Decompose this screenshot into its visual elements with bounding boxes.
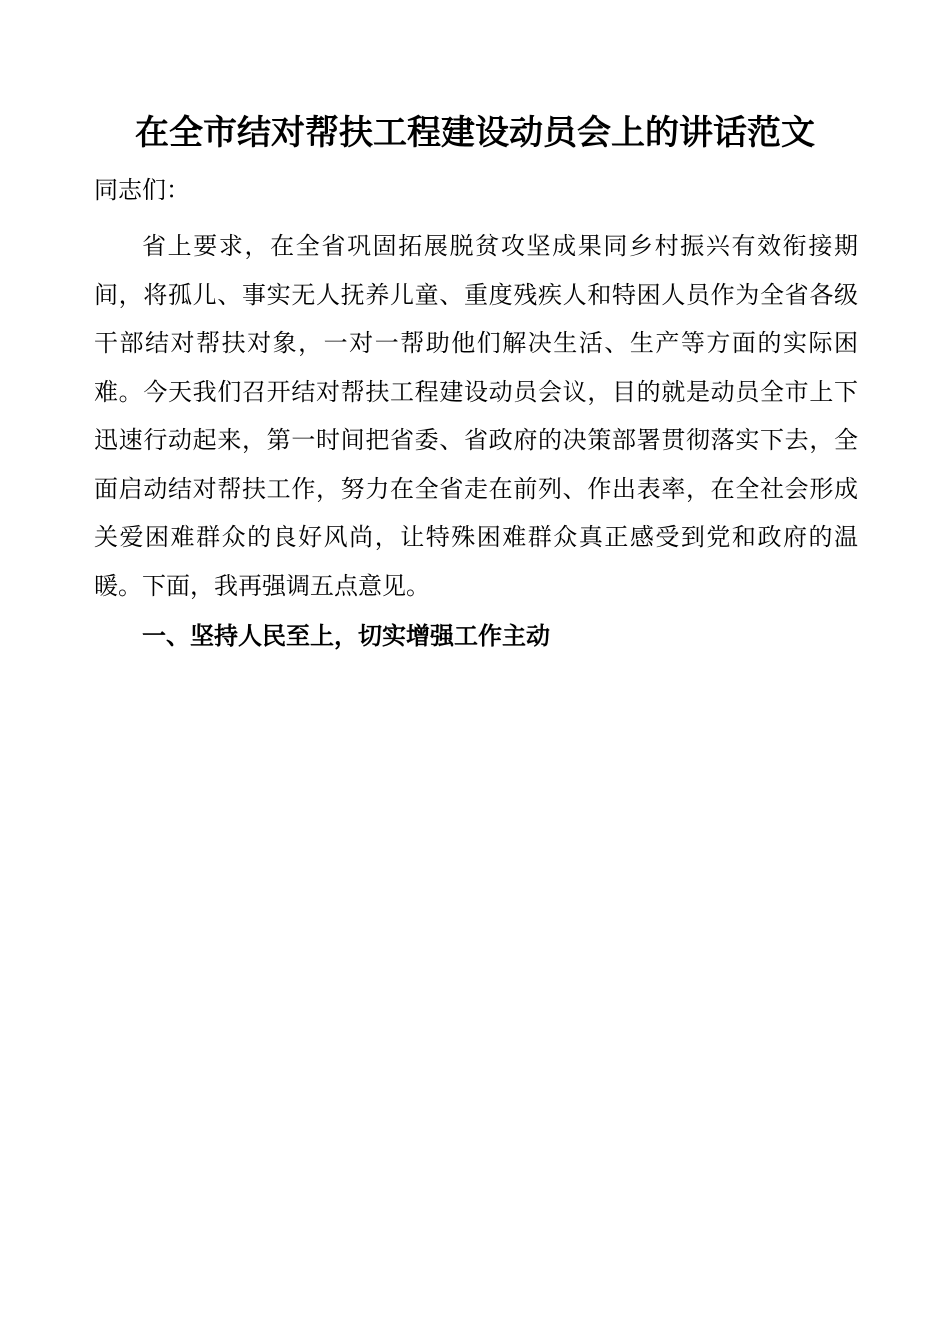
salutation: 同志们： bbox=[94, 176, 190, 204]
body-paragraph: 省上要求，在全省巩固拓展脱贫攻坚成果同乡村振兴有效衔接期间，将孤儿、事实无人抚养儿童、重度残疾人和特困人员作为全省各级干部结对帮扶对象，一对一帮助他们解决生活、生产等方面的实际困难。今天我们召开结对帮扶工程建设动员会议，目的就是动员全市上下迅速行动起来，第一时间把省委、省政府的决策部署贯彻落实下去，全面启动结对帮扶工作，努力在全省走在前列、作出表率，在全社会形成关爱困难群众的良好风尚，让特殊困难群众真正感受到党和政府的温暖。下面，我再强调五点意见。 bbox=[94, 232, 858, 600]
section-heading: 一、坚持人民至上，切实增强工作主动 bbox=[142, 622, 550, 650]
document-title: 在全市结对帮扶工程建设动员会上的讲话范文 bbox=[135, 113, 815, 153]
